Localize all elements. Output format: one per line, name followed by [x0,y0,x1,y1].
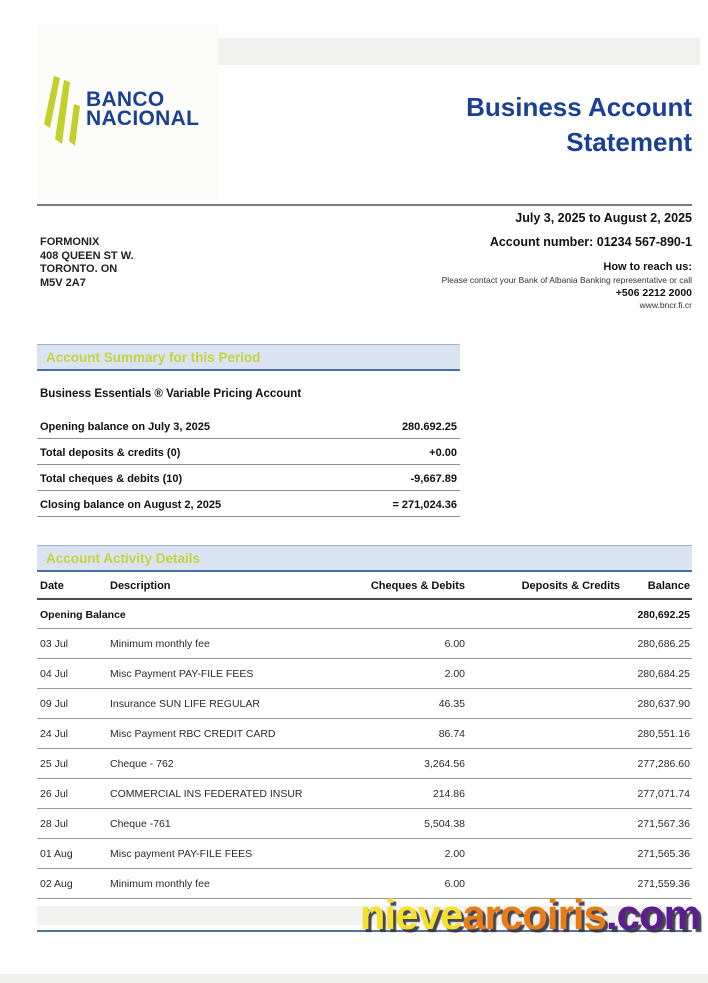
transaction-balance: 280,684.25 [637,668,690,680]
summary-row-value: 280.692.25 [401,421,457,433]
summary-row [37,413,460,439]
summary-row-value: +0.00 [429,447,457,459]
summary-row [37,439,460,465]
watermark [359,891,700,938]
transaction-credit [465,668,620,680]
transaction-date: 01 Aug [40,848,73,860]
transaction-debit: 2.00 [444,848,465,860]
transaction-row [37,809,692,839]
statement-period: July 3, 2025 to August 2, 2025 [515,211,692,225]
bank-stripes-icon [43,76,81,146]
transaction-row [37,629,692,659]
summary-row-value: -9,667.89 [410,473,457,485]
transaction-debit: 5,504.38 [424,818,465,830]
summary-row-label: Total cheques & debits (10) [40,473,183,485]
watermark-part1: nieve [359,891,463,938]
reach-us-text: Please contact your Bank of Albania Banking representative or call [441,275,692,285]
transaction-description: Misc Payment PAY-FILE FEES [110,668,254,680]
top-gray-band [218,38,700,65]
transaction-date: 24 Jul [40,728,69,740]
statement-info [442,211,692,310]
bank-logo [43,76,199,146]
transaction-date: 03 Jul [40,638,69,650]
summary-section-header: Account Summary for this Period [37,344,460,371]
transaction-credit [465,818,620,830]
column-header-balance: Balance [647,580,690,592]
column-header-debits: Cheques & Debits [370,580,465,592]
watermark-part2: arcoiris [462,891,606,938]
transaction-debit: 86.74 [438,728,465,740]
transaction-credit [465,638,620,650]
transaction-date: 28 Jul [40,818,69,830]
activity-table-header [37,572,692,600]
transaction-balance: 271,567.36 [637,818,690,830]
transaction-debit: 214.86 [432,788,465,800]
transaction-description: Insurance SUN LIFE REGULAR [110,698,260,710]
transaction-balance: 277,286.60 [637,758,690,770]
opening-balance-debit-empty [315,609,465,621]
transaction-debit: 3,264.56 [424,758,465,770]
transaction-description: Minimum monthly fee [110,878,210,890]
reach-us-title: How to reach us: [603,261,692,273]
product-name: Business Essentials ® Variable Pricing Account [40,388,302,400]
transaction-row [37,659,692,689]
watermark-part3: .com [605,891,700,938]
transaction-credit [465,878,620,890]
transaction-description: COMMERCIAL INS FEDERATED INSUR [110,788,303,800]
account-summary-section [37,344,460,517]
transaction-balance: 271,565.36 [637,848,690,860]
transaction-row [37,779,692,809]
summary-row-label: Total deposits & credits (0) [40,447,181,459]
transaction-row [37,689,692,719]
bottom-gray-band [0,974,708,983]
summary-row-label: Opening balance on July 3, 2025 [40,421,210,433]
recipient-name: FORMONIX [40,236,100,248]
document-title-line1: Business Account [466,92,692,122]
summary-row-value: = 271,024.36 [392,499,457,511]
opening-balance-label: Opening Balance [40,609,126,621]
transaction-row [37,749,692,779]
summary-row [37,491,460,517]
recipient-city: TORONTO. ON [40,263,118,275]
opening-balance-value: 280,692.25 [637,609,690,621]
column-header-date: Date [40,580,64,592]
transaction-row [37,719,692,749]
column-header-description: Description [110,580,171,592]
transaction-debit: 6.00 [444,878,465,890]
transaction-description: Cheque -761 [110,818,171,830]
transaction-credit [465,788,620,800]
bank-name-line2: NACIONAL [86,107,200,130]
account-number: Account number: 01234 567-890-1 [489,235,692,249]
bank-website: www.bncr.fi.cr [639,300,692,310]
activity-section-header: Account Activity Details [37,545,692,572]
bank-name-line1: BANCO [86,88,165,111]
header-divider [37,204,692,206]
document-title [466,90,692,160]
transaction-debit: 46.35 [438,698,465,710]
summary-row [37,465,460,491]
transaction-balance: 280,637.90 [637,698,690,710]
transaction-balance: 280,686.25 [637,638,690,650]
transaction-date: 04 Jul [40,668,69,680]
recipient-postal-code: M5V 2A7 [40,276,86,289]
transaction-date: 02 Aug [40,878,73,890]
bank-name [86,90,199,128]
column-header-credits: Deposits & Credits [521,580,620,592]
summary-row-label: Closing balance on August 2, 2025 [40,499,222,511]
contact-phone: +506 2212 2000 [615,287,692,299]
transaction-balance: 271,559.36 [637,878,690,890]
transaction-description: Misc Payment RBC CREDIT CARD [110,728,276,740]
transaction-credit [465,758,620,770]
transaction-date: 26 Jul [40,788,69,800]
recipient-street: 408 QUEEN ST W. [40,249,134,262]
transaction-date: 09 Jul [40,698,69,710]
transaction-debit: 6.00 [444,638,465,650]
document-title-line2: Statement [566,127,692,157]
summary-table [37,413,460,517]
opening-balance-row [37,600,692,629]
opening-balance-credit-empty [465,609,620,621]
transaction-credit [465,728,620,740]
transaction-description: Misc payment PAY-FILE FEES [110,848,253,860]
transaction-credit [465,848,620,860]
account-activity-section [37,545,692,932]
recipient-address [40,236,134,290]
transaction-row [37,839,692,869]
transaction-description: Cheque - 762 [110,758,174,770]
transaction-description: Minimum monthly fee [110,638,210,650]
transaction-debit: 2.00 [444,668,465,680]
transaction-date: 25 Jul [40,758,69,770]
transaction-credit [465,698,620,710]
transaction-balance: 280,551.16 [637,728,690,740]
transaction-balance: 277,071.74 [637,788,690,800]
